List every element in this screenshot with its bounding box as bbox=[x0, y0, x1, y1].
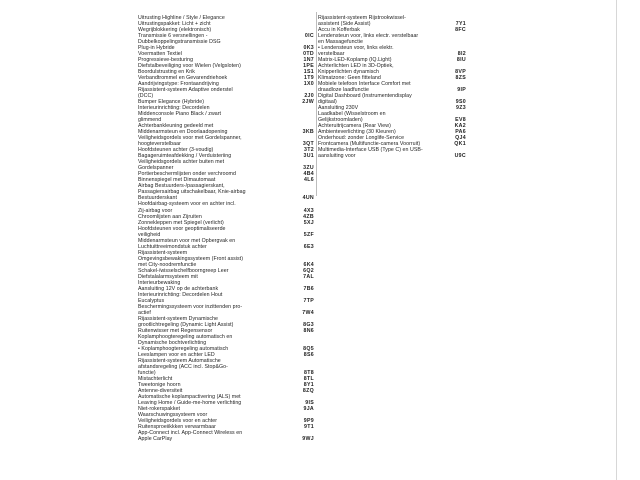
option-description: Hoofdsteunen achter (3-voudig) bbox=[138, 147, 214, 154]
option-code: QK1 bbox=[454, 141, 466, 148]
option-description: Dubbelkoppelingstransmissie DSG Plug-in Hybride bbox=[138, 39, 221, 52]
option-code: 8FC bbox=[455, 27, 466, 34]
option-row bbox=[138, 135, 318, 147]
option-row bbox=[318, 93, 468, 105]
option-description: App-Connect incl. App-Connect Wireless en Apple CarPlay bbox=[138, 430, 243, 443]
option-code: 4L6 bbox=[304, 177, 314, 184]
option-code: 4UN bbox=[302, 195, 314, 202]
option-row bbox=[138, 280, 318, 292]
option-row bbox=[138, 412, 318, 424]
option-description: Diefstalbeveiliging voor Wielen (Velgsloten) bbox=[138, 63, 241, 70]
option-description: Mistachterlicht bbox=[138, 375, 173, 382]
option-description: Niet-rokerspakket bbox=[138, 406, 180, 413]
option-code: 8S6 bbox=[303, 351, 314, 358]
option-code: 9JA bbox=[303, 406, 314, 413]
option-code: 0K3 bbox=[303, 45, 314, 52]
option-row bbox=[138, 430, 318, 442]
option-code: 2J0 bbox=[304, 93, 314, 100]
option-description: Achterlichten LED in 3D-Optiek, Knipperlichten dynamisch bbox=[318, 63, 394, 76]
option-description: Bumper Elegance (Hybride) bbox=[138, 99, 205, 106]
option-description: Rijassistent-systeem Automatische afstandsregeling (ACC incl. Stop&Go- functie) bbox=[138, 357, 228, 376]
option-description: Aandrijvingstype: Frontaandrijving bbox=[138, 81, 219, 88]
option-description: Ambienteverlichting (30 Kleuren) bbox=[318, 129, 396, 136]
option-description: Schakel-/wisselschelfboorngreep Leer bbox=[138, 267, 229, 274]
option-description: Waarschuwingssysteem voor Veiligheidsgordels voor en achter bbox=[138, 412, 217, 425]
option-row bbox=[138, 39, 318, 51]
option-code: 1N7 bbox=[303, 57, 314, 64]
option-code: 8IU bbox=[456, 57, 466, 64]
option-description: Achteruitrijcamera (Rear View) bbox=[318, 123, 391, 130]
option-row bbox=[138, 105, 318, 123]
option-code: 8Y1 bbox=[303, 381, 314, 388]
page-edge bbox=[616, 0, 617, 480]
option-code: 3T2 bbox=[304, 147, 314, 154]
option-code: 3U1 bbox=[303, 153, 314, 160]
option-row bbox=[138, 183, 318, 201]
option-description: Veiligheidsgordels voor met Gordelspanner, hoogteverstelbaar bbox=[138, 135, 242, 148]
option-code: 2JW bbox=[302, 99, 314, 106]
option-code: 6Q2 bbox=[303, 267, 314, 274]
option-code: 0TD bbox=[303, 51, 314, 58]
option-code: 7W4 bbox=[302, 309, 314, 316]
option-description: Matrix-LED-Koplamp (IQ.Light) bbox=[318, 57, 392, 64]
option-row bbox=[138, 201, 318, 213]
option-code: 5ZF bbox=[303, 231, 314, 238]
option-description: Automatische koplampactivering (ALS) met Leaving Home / Guide-me-home verlichting bbox=[138, 393, 242, 406]
option-code: 1PE bbox=[303, 63, 314, 70]
option-code: 8TL bbox=[303, 375, 314, 382]
option-code: 6E3 bbox=[303, 243, 314, 250]
option-description: Tweetonige hoorn bbox=[138, 381, 181, 388]
option-code: KA2 bbox=[454, 123, 466, 130]
option-code: 1S1 bbox=[303, 69, 314, 76]
options-column-left bbox=[138, 15, 318, 442]
option-description: Onderhoud: zonder Longlife-Service bbox=[318, 135, 405, 142]
option-row bbox=[318, 81, 468, 93]
option-code: 7Y1 bbox=[455, 21, 466, 28]
option-row bbox=[138, 123, 318, 135]
option-code: 8T8 bbox=[304, 369, 314, 376]
option-description: Wegrijblokkering (elektronisch) Transmissie 6 versnellingen - bbox=[138, 27, 212, 40]
option-description: Interieurinrichting: Decordelen Middenconsole Piano Black / zwart glimmend bbox=[138, 105, 222, 124]
option-row bbox=[318, 147, 468, 159]
option-description: Frontcamera (Multifunctie-camera Voorruit) bbox=[318, 141, 421, 148]
option-code: 7B6 bbox=[303, 285, 314, 292]
option-row bbox=[138, 358, 318, 376]
option-code: 9P9 bbox=[303, 418, 314, 425]
option-code: QJ4 bbox=[455, 135, 466, 142]
option-description: Rijassistent-systeem Dynamische grootlichtregeling (Dynamic Light Assist) bbox=[138, 315, 234, 328]
option-description: Interieurbewaking Aansluiting 12V op de achterbank bbox=[138, 279, 219, 292]
option-description: Mobiele telefoon Interface Comfort met draadloze laadfunctie bbox=[318, 81, 411, 94]
option-code: 9T1 bbox=[304, 424, 314, 431]
option-row bbox=[138, 27, 318, 39]
option-description: Lendensteun voor, links electr. verstelbaar en Massagefunctie • Lendensteun voor, links elektr. verstelbaar bbox=[318, 33, 419, 58]
option-description: Rijassistent-systeem Rijstrookwissel- assistent (Side Assist) bbox=[318, 15, 406, 28]
option-code: 9IS bbox=[305, 400, 314, 406]
option-code: 8Q5 bbox=[303, 345, 314, 352]
option-description: Hoofdsteunen voor geoptimaliseerde veiligheid bbox=[138, 225, 226, 238]
option-description: Rijassistent-systeem Adaptive onderstel (DCC) bbox=[138, 87, 233, 100]
option-description: Chroomlijsten aan Zijruiten bbox=[138, 213, 202, 220]
option-description: Voermatten Textiel bbox=[138, 51, 182, 58]
option-description: Bagageruimteafdekking / Verduisteriing bbox=[138, 153, 232, 160]
option-row bbox=[138, 292, 318, 304]
option-code: 7TP bbox=[303, 297, 314, 304]
option-code: 8N6 bbox=[303, 327, 314, 334]
option-description: Accu in Kofferbak bbox=[318, 27, 360, 34]
option-code: EV8 bbox=[455, 117, 466, 124]
option-description: Laadkabel (Wisselstroom en Gelijkstroomladen) bbox=[318, 111, 386, 124]
option-code: 5XJ bbox=[303, 219, 314, 226]
option-description: Leeslampen voor en achter LED bbox=[138, 351, 215, 358]
option-description: Achterbankleuning gedeeld met Middenarmsteun en Doorlaadopening bbox=[138, 123, 228, 136]
option-code: 3ZU bbox=[303, 165, 314, 172]
option-code: 3QT bbox=[302, 141, 314, 148]
option-description: Uitrusting Highline / Style / Elegance Uitrustingspakket: Licht + zicht bbox=[138, 15, 225, 28]
option-description: Multimedia-Interface USB (Type C) en USB- aansluiting voor bbox=[318, 147, 423, 160]
option-description: Verbandtrommel en Gevarendriehoek bbox=[138, 75, 228, 82]
option-code: 4B4 bbox=[303, 171, 314, 178]
option-row bbox=[138, 394, 318, 406]
option-description: Binnenspiegel met Dimautomaat bbox=[138, 177, 216, 184]
option-row bbox=[138, 87, 318, 99]
option-description: Hoofdairbag-systeem voor en achter incl. Zij-airbag voor bbox=[138, 201, 236, 214]
option-row bbox=[138, 226, 318, 238]
option-description: Antenne-diversiteit bbox=[138, 387, 183, 394]
option-description: Beschermingssysteem voor inzittenden pro- actief bbox=[138, 303, 243, 316]
options-column-right bbox=[318, 15, 468, 159]
option-description: Ruitenwisser met Regensensor bbox=[138, 327, 213, 334]
option-row bbox=[138, 15, 318, 27]
option-description: Koplamphoogteregeling automatisch en Dynamische bochtverlichting • Koplamphoogteregeling automatisch bbox=[138, 333, 233, 352]
option-description: Klimatzone: Geen fitteland bbox=[318, 75, 381, 82]
option-row bbox=[318, 111, 468, 123]
option-description: Boordulstrusting en Krik bbox=[138, 69, 195, 76]
option-code: 8ZQ bbox=[302, 387, 314, 394]
option-code: 6K4 bbox=[303, 261, 314, 268]
option-row bbox=[138, 304, 318, 316]
option-code: 1X0 bbox=[303, 81, 314, 88]
option-row bbox=[138, 250, 318, 268]
option-row bbox=[138, 334, 318, 352]
option-code: 8G3 bbox=[303, 321, 314, 328]
option-code: 0IC bbox=[304, 33, 314, 40]
option-description: Middenarmsteun voor met Opbergvak en Luchtuittreeimondstuk achter bbox=[138, 237, 236, 250]
option-row bbox=[138, 238, 318, 250]
option-code: 4ZB bbox=[303, 213, 314, 220]
option-description: Aansluiting 230V bbox=[318, 105, 359, 112]
option-code: U9C bbox=[454, 153, 466, 160]
option-description: Portierbeschermlijsten onder verchroomd bbox=[138, 171, 236, 178]
option-code: 8ZS bbox=[455, 75, 466, 82]
option-description: Progressieve-besturing bbox=[138, 57, 194, 64]
option-row bbox=[318, 15, 468, 27]
option-description: Airbag Bestuurders-/passagierskant, Passagiersairbag uitschakelbaar, Knie-airbag Bestuurderskant bbox=[138, 183, 246, 202]
option-code: 9Z3 bbox=[456, 105, 466, 112]
option-code: 8I2 bbox=[457, 51, 466, 58]
option-row bbox=[318, 33, 468, 57]
option-code: 4X3 bbox=[303, 207, 314, 214]
option-row bbox=[138, 316, 318, 328]
option-description: Ruitensproeiikkken verwarmbaar bbox=[138, 424, 216, 431]
option-row bbox=[138, 159, 318, 171]
option-description: Digital Dashboard (Instrumentendisplay digitaal) bbox=[318, 93, 412, 106]
option-code: 9IP bbox=[457, 87, 466, 94]
option-description: Veiligheidsgordels achter buiten met Gordelspanner bbox=[138, 159, 225, 172]
option-code: 8VP bbox=[455, 69, 466, 76]
option-description: Zonnekleppen met Spiegel (verlicht) bbox=[138, 219, 224, 226]
option-code: 1T9 bbox=[304, 75, 314, 82]
option-description: Interieurinrichting: Decordelen Hout Eucalyptus bbox=[138, 291, 223, 304]
option-code: 7AL bbox=[303, 273, 314, 280]
option-code: 9WJ bbox=[302, 436, 314, 443]
option-code: PA6 bbox=[455, 129, 466, 136]
option-code: 9S0 bbox=[455, 99, 466, 106]
option-description: Diefstalalarmsysteem mit bbox=[138, 273, 198, 280]
option-description: Rijassistent-systeem Omgevingsbewakingssysteem (Front assist) met City-noodremfunctie bbox=[138, 249, 243, 268]
option-code: 3KB bbox=[302, 129, 314, 136]
option-row bbox=[318, 63, 468, 75]
